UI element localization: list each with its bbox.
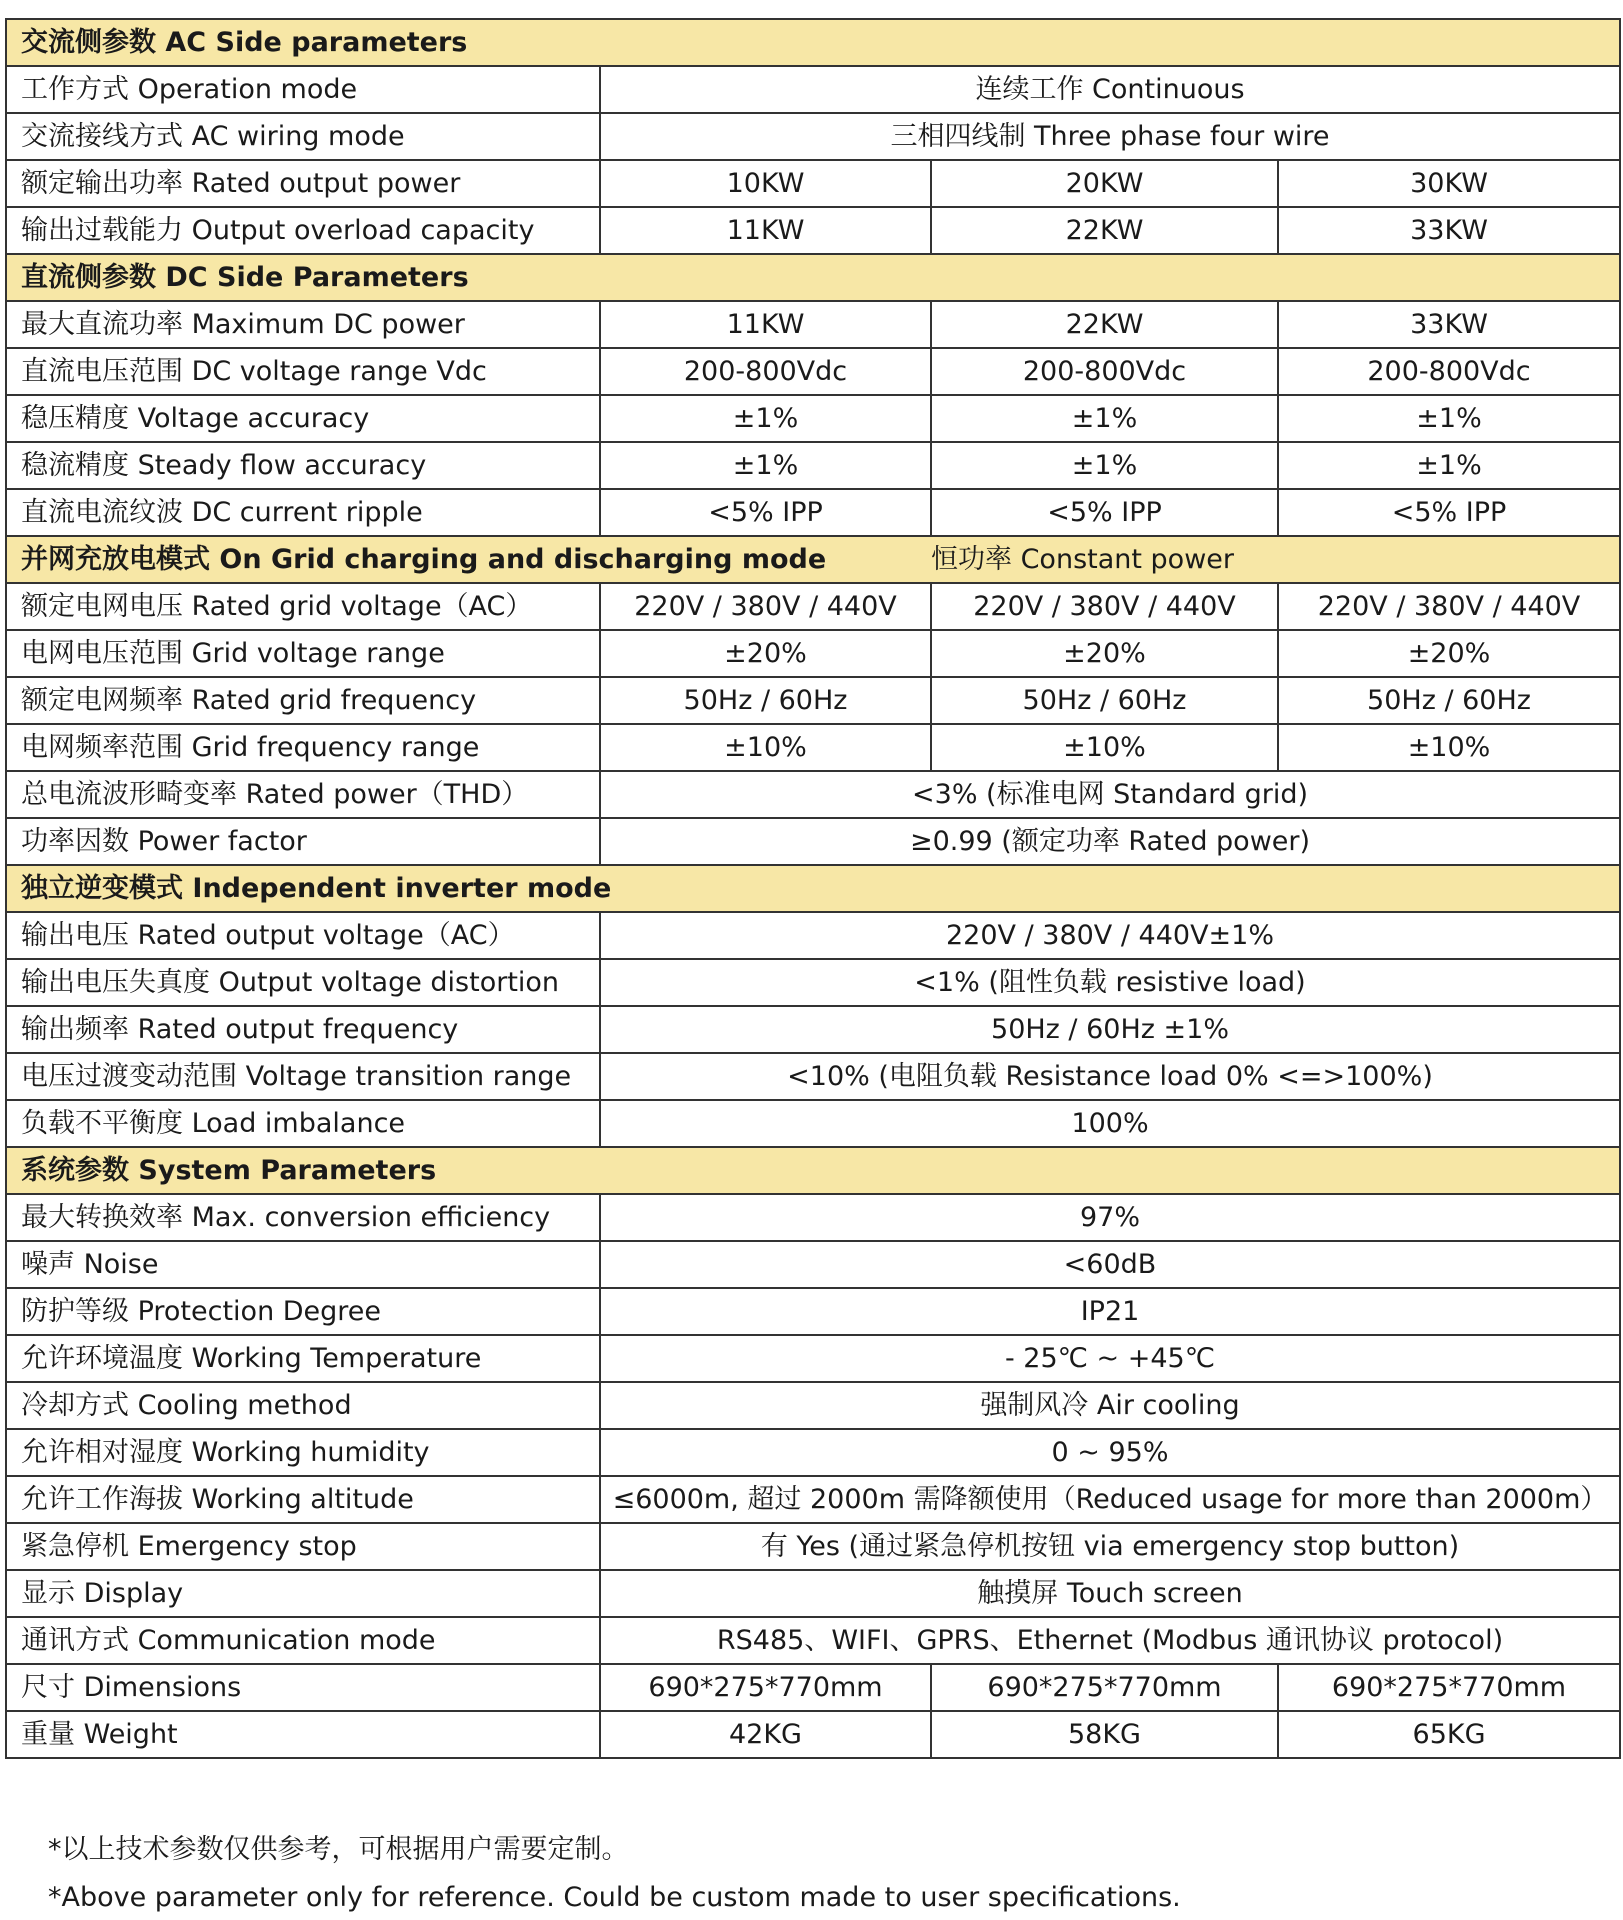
spec-row [6, 1335, 1620, 1382]
param-value-model-2: 22KW [931, 301, 1278, 348]
spec-row [6, 395, 1620, 442]
spec-row [6, 1053, 1620, 1100]
spec-row [6, 207, 1620, 254]
param-value: 强制风冷 Air cooling [600, 1382, 1620, 1429]
param-value-model-1: 50Hz / 60Hz [600, 677, 931, 724]
param-label: 负载不平衡度 Load imbalance [6, 1100, 600, 1147]
param-value-model-3: 200-800Vdc [1278, 348, 1620, 395]
param-value: - 25℃ ~ +45℃ [600, 1335, 1620, 1382]
spec-row [6, 1100, 1620, 1147]
param-value-model-3: ±20% [1278, 630, 1620, 677]
param-label: 额定电网频率 Rated grid frequency [6, 677, 600, 724]
section-header-row [6, 1147, 1620, 1194]
section-header-row [6, 536, 1620, 583]
param-value: 触摸屏 Touch screen [600, 1570, 1620, 1617]
param-label: 通讯方式 Communication mode [6, 1617, 600, 1664]
param-value: 三相四线制 Three phase four wire [600, 113, 1620, 160]
param-label: 输出过载能力 Output overload capacity [6, 207, 600, 254]
param-label: 功率因数 Power factor [6, 818, 600, 865]
param-value-model-2: 58KG [931, 1711, 1278, 1758]
param-label: 紧急停机 Emergency stop [6, 1523, 600, 1570]
spec-row [6, 348, 1620, 395]
param-label: 防护等级 Protection Degree [6, 1288, 600, 1335]
param-value-model-3: 33KW [1278, 207, 1620, 254]
param-label: 允许相对湿度 Working humidity [6, 1429, 600, 1476]
spec-row [6, 771, 1620, 818]
param-value-model-1: 11KW [600, 301, 931, 348]
param-value: 97% [600, 1194, 1620, 1241]
param-value: ≤6000m, 超过 2000m 需降额使用（Reduced usage for more than 2000m） [600, 1476, 1620, 1523]
param-value-model-3: 30KW [1278, 160, 1620, 207]
spec-row [6, 489, 1620, 536]
section-header-row [6, 19, 1620, 66]
param-label: 额定输出功率 Rated output power [6, 160, 600, 207]
spec-row [6, 1194, 1620, 1241]
param-value-model-2: <5% IPP [931, 489, 1278, 536]
param-label: 允许工作海拔 Working altitude [6, 1476, 600, 1523]
spec-row [6, 677, 1620, 724]
param-value: 50Hz / 60Hz ±1% [600, 1006, 1620, 1053]
param-label: 电压过渡变动范围 Voltage transition range [6, 1053, 600, 1100]
param-value-model-1: 690*275*770mm [600, 1664, 931, 1711]
param-value: 100% [600, 1100, 1620, 1147]
param-label: 直流电压范围 DC voltage range Vdc [6, 348, 600, 395]
param-label: 稳压精度 Voltage accuracy [6, 395, 600, 442]
spec-row [6, 1617, 1620, 1664]
param-label: 电网频率范围 Grid frequency range [6, 724, 600, 771]
section-title: 并网充放电模式 On Grid charging and discharging mode [6, 536, 931, 583]
param-value: IP21 [600, 1288, 1620, 1335]
param-value: <1% (阻性负载 resistive load) [600, 959, 1620, 1006]
param-label: 尺寸 Dimensions [6, 1664, 600, 1711]
param-value-model-2: ±1% [931, 442, 1278, 489]
section-title: 直流侧参数 DC Side Parameters [6, 254, 1620, 301]
param-label: 输出电压 Rated output voltage（AC） [6, 912, 600, 959]
param-value: <3% (标准电网 Standard grid) [600, 771, 1620, 818]
param-value-model-2: 22KW [931, 207, 1278, 254]
param-value-model-2: 200-800Vdc [931, 348, 1278, 395]
param-value-model-3: 65KG [1278, 1711, 1620, 1758]
spec-row [6, 113, 1620, 160]
param-value-model-3: ±1% [1278, 442, 1620, 489]
section-header-row [6, 254, 1620, 301]
param-value-model-3: 690*275*770mm [1278, 1664, 1620, 1711]
param-value-model-2: ±10% [931, 724, 1278, 771]
param-label: 噪声 Noise [6, 1241, 600, 1288]
section-header-row [6, 865, 1620, 912]
spec-row [6, 1288, 1620, 1335]
param-label: 电网电压范围 Grid voltage range [6, 630, 600, 677]
param-label: 重量 Weight [6, 1711, 600, 1758]
spec-row [6, 1711, 1620, 1758]
param-value: <10% (电阻负载 Resistance load 0% <=>100%) [600, 1053, 1620, 1100]
param-value-model-1: ±10% [600, 724, 931, 771]
spec-row [6, 724, 1620, 771]
param-value-model-2: 20KW [931, 160, 1278, 207]
param-value-model-1: 11KW [600, 207, 931, 254]
param-value-model-2: 690*275*770mm [931, 1664, 1278, 1711]
spec-row [6, 1476, 1620, 1523]
param-value-model-1: 10KW [600, 160, 931, 207]
param-label: 工作方式 Operation mode [6, 66, 600, 113]
param-label: 最大直流功率 Maximum DC power [6, 301, 600, 348]
param-label: 直流电流纹波 DC current ripple [6, 489, 600, 536]
spec-row [6, 1429, 1620, 1476]
param-label: 显示 Display [6, 1570, 600, 1617]
footnote-en: *Above parameter only for reference. Could be custom made to user specifications. [48, 1882, 1181, 1913]
spec-row [6, 1570, 1620, 1617]
param-value-model-2: ±1% [931, 395, 1278, 442]
param-value: <60dB [600, 1241, 1620, 1288]
param-label: 输出电压失真度 Output voltage distortion [6, 959, 600, 1006]
param-value-model-1: ±1% [600, 395, 931, 442]
param-label: 稳流精度 Steady flow accuracy [6, 442, 600, 489]
spec-row [6, 818, 1620, 865]
param-value-model-2: 220V / 380V / 440V [931, 583, 1278, 630]
spec-row [6, 959, 1620, 1006]
spec-row [6, 66, 1620, 113]
param-value-model-3: <5% IPP [1278, 489, 1620, 536]
spec-row [6, 912, 1620, 959]
param-value-model-3: 220V / 380V / 440V [1278, 583, 1620, 630]
param-value-model-3: ±1% [1278, 395, 1620, 442]
param-value-model-1: ±1% [600, 442, 931, 489]
param-value: 连续工作 Continuous [600, 66, 1620, 113]
param-value-model-3: 50Hz / 60Hz [1278, 677, 1620, 724]
spec-table-body [6, 19, 1620, 1758]
param-value-model-1: 220V / 380V / 440V [600, 583, 931, 630]
param-value: 220V / 380V / 440V±1% [600, 912, 1620, 959]
spec-table [5, 18, 1621, 1759]
spec-row [6, 1241, 1620, 1288]
param-value: ≥0.99 (额定功率 Rated power) [600, 818, 1620, 865]
param-label: 最大转换效率 Max. conversion efficiency [6, 1194, 600, 1241]
section-title: 独立逆变模式 Independent inverter mode [6, 865, 1620, 912]
footnote-cn: *以上技术参数仅供参考，可根据用户需要定制。 [48, 1834, 629, 1865]
param-value-model-3: ±10% [1278, 724, 1620, 771]
param-label: 允许环境温度 Working Temperature [6, 1335, 600, 1382]
param-value-model-2: 50Hz / 60Hz [931, 677, 1278, 724]
param-label: 交流接线方式 AC wiring mode [6, 113, 600, 160]
param-value-model-3: 33KW [1278, 301, 1620, 348]
spec-row [6, 1664, 1620, 1711]
spec-row [6, 1523, 1620, 1570]
param-value-model-1: 42KG [600, 1711, 931, 1758]
param-value-model-1: 200-800Vdc [600, 348, 931, 395]
param-value-model-2: ±20% [931, 630, 1278, 677]
param-value-model-1: ±20% [600, 630, 931, 677]
spec-row [6, 630, 1620, 677]
spec-row [6, 1382, 1620, 1429]
param-label: 总电流波形畸变率 Rated power（THD） [6, 771, 600, 818]
section-title: 交流侧参数 AC Side parameters [6, 19, 1620, 66]
param-label: 冷却方式 Cooling method [6, 1382, 600, 1429]
spec-row [6, 160, 1620, 207]
param-label: 额定电网电压 Rated grid voltage（AC） [6, 583, 600, 630]
section-title: 系统参数 System Parameters [6, 1147, 1620, 1194]
param-value-model-1: <5% IPP [600, 489, 931, 536]
spec-row [6, 583, 1620, 630]
spec-row [6, 1006, 1620, 1053]
param-value: RS485、WIFI、GPRS、Ethernet (Modbus 通讯协议 protocol) [600, 1617, 1620, 1664]
param-value: 有 Yes (通过紧急停机按钮 via emergency stop button) [600, 1523, 1620, 1570]
param-value: 0 ~ 95% [600, 1429, 1620, 1476]
spec-row [6, 442, 1620, 489]
param-label: 输出频率 Rated output frequency [6, 1006, 600, 1053]
spec-row [6, 301, 1620, 348]
section-note: 恒功率 Constant power [931, 536, 1620, 583]
